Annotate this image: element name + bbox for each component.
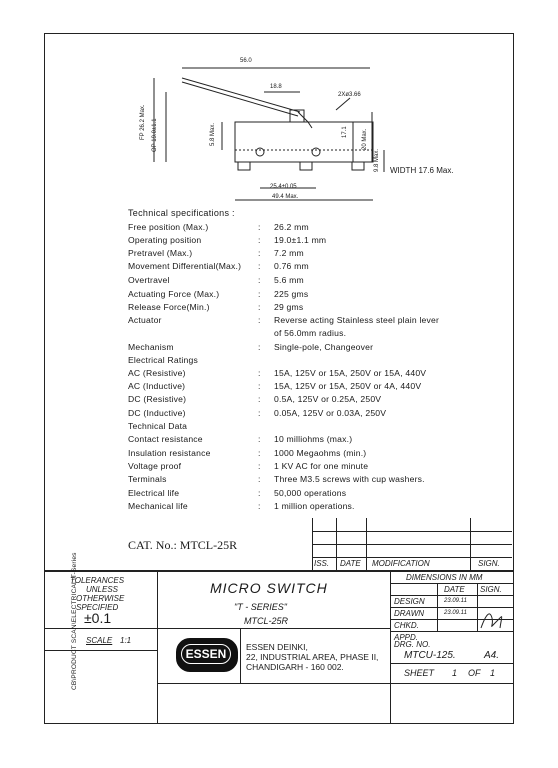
spec-separator: : (258, 222, 261, 232)
spec-separator: : (258, 261, 261, 271)
spec-separator: : (258, 368, 261, 378)
spec-label: Mechanism (128, 342, 174, 352)
spec-separator: : (258, 342, 261, 352)
tol-line-2: UNLESS (86, 585, 119, 594)
spec-value: 5.6 mm (274, 275, 304, 285)
spec-separator: : (258, 394, 261, 404)
drawn-date: 23.09.11 (444, 610, 467, 616)
spec-label: Contact resistance (128, 434, 203, 444)
dim-top-width: 56.0 (240, 58, 252, 64)
spec-value: 7.2 mm (274, 248, 304, 258)
address-line-1: 22, INDUSTRIAL AREA, PHASE II, (246, 652, 379, 662)
approved-label: APPD. (394, 633, 419, 642)
dim-494: 49.4 Max. (272, 194, 299, 200)
dim-fp: FP 26.2 Max. (140, 104, 146, 140)
spec-value: 50,000 operations (274, 488, 347, 498)
drawing-number-label: DRG. NO. (394, 640, 431, 649)
spec-separator: : (258, 474, 261, 484)
spec-value: 26.2 mm (274, 222, 309, 232)
checked-label: CHKD. (394, 621, 419, 630)
spec-value: 1 KV AC for one minute (274, 461, 369, 471)
spec-separator: : (258, 461, 261, 471)
sign-header: SIGN. (480, 585, 502, 594)
essen-logo (176, 638, 238, 672)
spec-value: Three M3.5 screws with cup washers. (274, 474, 425, 484)
spec-value: Reverse acting Stainless steel plain lever (274, 315, 440, 325)
sheet-number: 1 (452, 668, 458, 678)
spec-value: 0.76 mm (274, 261, 309, 271)
spec-label: Terminals (128, 474, 167, 484)
dim-98: 9.8 Max. (374, 148, 380, 172)
spec-value: Single-pole, Changeover (274, 342, 374, 352)
spec-value: 19.0±1.1 mm (274, 235, 327, 245)
catalog-number: CAT. No.: MTCL-25R (128, 538, 238, 552)
spec-value: 1000 Megaohms (min.) (274, 448, 367, 458)
signature-mark (478, 608, 504, 632)
spec-label: Actuator (128, 315, 162, 325)
spec-label: Electrical Ratings (128, 355, 198, 365)
spec-separator: : (258, 408, 261, 418)
spec-separator: : (258, 302, 261, 312)
logo-text: ESSEN (181, 644, 231, 664)
spec-value: 15A, 125V or 15A, 250V or 15A, 440V (274, 368, 427, 378)
drawn-label: DRAWN (394, 609, 425, 618)
spec-value: 29 gms (274, 302, 304, 312)
date-header: DATE (444, 585, 465, 594)
dim-20: 20 Max. (362, 128, 368, 150)
series-name: "T - SERIES" (234, 602, 287, 612)
spec-label: DC (Inductive) (128, 408, 186, 418)
spec-label: Voltage proof (128, 461, 182, 471)
address-line-2: CHANDIGARH - 160 002. (246, 662, 344, 672)
specs-heading: Technical specifications : (128, 208, 235, 218)
spec-label: Operating position (128, 235, 202, 245)
paper-size: A4. (484, 650, 500, 661)
spec-label: Release Force(Min.) (128, 302, 210, 312)
spec-value: 10 milliohms (max.) (274, 434, 353, 444)
rev-date: DATE (340, 559, 361, 568)
dim-op: OP 19.0±1.1 (152, 118, 158, 152)
spec-separator: : (258, 289, 261, 299)
spec-separator: : (258, 248, 261, 258)
dim-58: 5.8 Max. (210, 122, 216, 146)
spec-separator: : (258, 448, 261, 458)
spec-label: Mechanical life (128, 501, 188, 511)
sheet-of: OF (468, 668, 481, 678)
width-note: WIDTH 17.6 Max. (390, 166, 454, 175)
spec-label: Actuating Force (Max.) (128, 289, 220, 299)
model-name: MTCL-25R (244, 616, 289, 626)
dimensions-note: DIMENSIONS IN MM (406, 573, 483, 582)
tol-line-1: TOLERANCES (70, 576, 125, 585)
spec-separator: : (258, 235, 261, 245)
spec-value: 0.5A, 125V or 0.25A, 250V (274, 394, 382, 404)
spec-value: 0.05A, 125V or 0.03A, 250V (274, 408, 387, 418)
sheet-total: 1 (490, 668, 496, 678)
spec-separator: : (258, 381, 261, 391)
switch-drawing (140, 50, 480, 210)
spec-value: 1 million operations. (274, 501, 355, 511)
spec-label: Overtravel (128, 275, 170, 285)
spec-value: 225 gms (274, 289, 309, 299)
spec-separator: : (258, 501, 261, 511)
tol-line-4: SPECIFIED (76, 603, 119, 612)
dim-254: 25.4±0.05 (270, 184, 297, 190)
drawing-title: MICRO SWITCH (210, 580, 328, 596)
spec-label: Electrical life (128, 488, 180, 498)
dim-lever-pos: 18.8 (270, 84, 282, 90)
spec-label: Movement Differential(Max.) (128, 261, 242, 271)
spec-separator: : (258, 275, 261, 285)
design-date: 23.09.11 (444, 598, 467, 604)
side-file-path: CB\PRODUCT SCAN\ELECTRICAL\T-Series (71, 552, 78, 690)
spec-label: Insulation resistance (128, 448, 211, 458)
spec-value-continued: of 56.0mm radius. (274, 328, 347, 338)
company-name: ESSEN DEINKI, (246, 642, 308, 652)
rev-sign: SIGN. (478, 559, 500, 568)
spec-label: DC (Resistive) (128, 394, 187, 404)
spec-separator: : (258, 488, 261, 498)
spec-label: Pretravel (Max.) (128, 248, 193, 258)
tol-line-3: OTHERWISE (76, 594, 125, 603)
spec-separator: : (258, 434, 261, 444)
spec-separator: : (258, 315, 261, 325)
design-label: DESIGN (394, 597, 425, 606)
tolerance-value: ±0.1 (84, 610, 112, 626)
scale-value: 1:1 (120, 636, 132, 645)
sheet-label: SHEET (404, 668, 435, 678)
spec-value: 15A, 125V or 15A, 250V or 4A, 440V (274, 381, 422, 391)
spec-label: Free position (Max.) (128, 222, 209, 232)
dim-holes: 2Xø3.66 (338, 92, 361, 98)
spec-label: AC (Inductive) (128, 381, 186, 391)
drawing-number: MTCU-125. (404, 650, 456, 661)
rev-modification: MODIFICATION (372, 559, 430, 568)
rev-iss: ISS. (314, 559, 330, 568)
spec-label: Technical Data (128, 421, 188, 431)
scale-label: SCALE (86, 636, 113, 645)
spec-label: AC (Resistive) (128, 368, 186, 378)
dim-171: 17.1 (342, 126, 348, 138)
